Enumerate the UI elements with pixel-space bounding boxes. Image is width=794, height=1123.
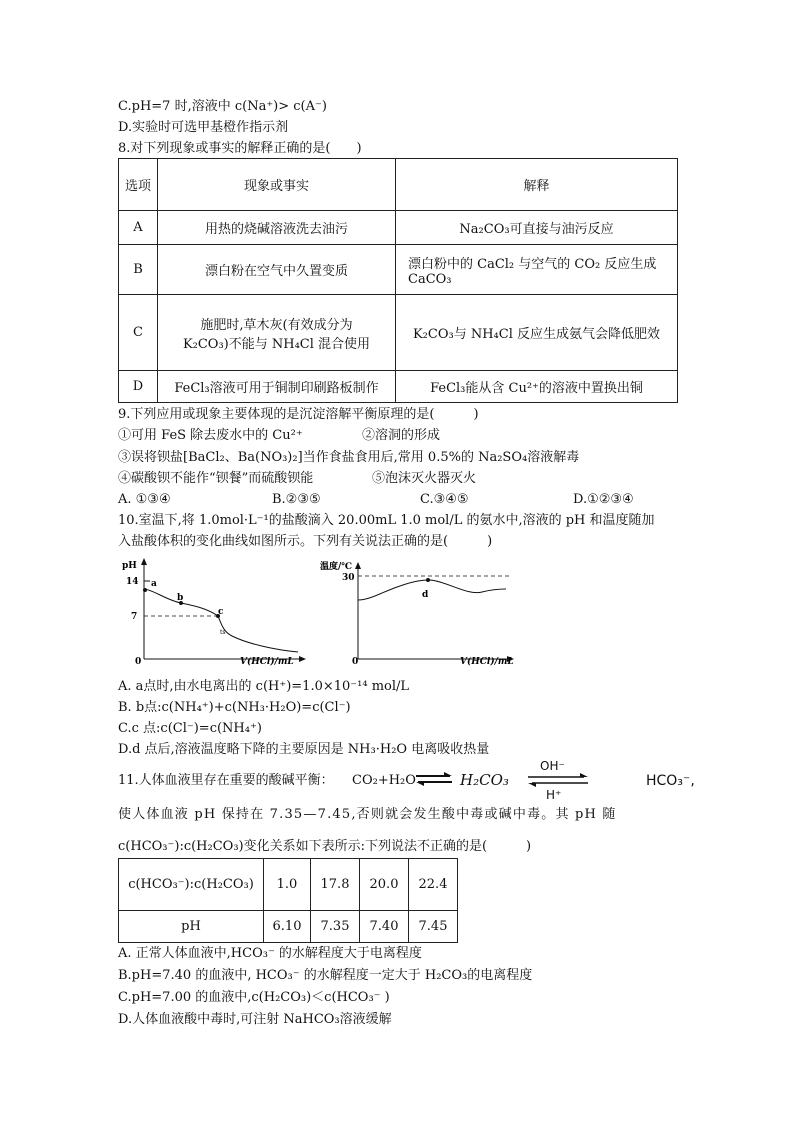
- ph-extra-label: ts: [220, 629, 226, 636]
- q8-table: [118, 158, 678, 403]
- q11-option-c: C.pH=7.00 的血液中,c(H₂CO₃)＜c(HCO₃⁻ ): [118, 990, 390, 1005]
- q11-stem-line3: c(HCO₃⁻):c(H₂CO₃)变化关系如下表所示:下列说法不正确的是( ): [118, 839, 532, 854]
- ph-curve: [144, 589, 298, 652]
- q8-stem: 8.对下列现象或事实的解释正确的是( ): [118, 141, 362, 156]
- q8-header-explain: 解释: [396, 159, 678, 211]
- ph-point-a-label: a: [151, 579, 157, 589]
- ph-x-label: V(HCl)/mL: [240, 657, 294, 667]
- ph-origin: 0: [135, 657, 142, 667]
- q11-row2-value: 6.10: [264, 911, 311, 943]
- q9-item-4: ④碳酸钡不能作“钡餐”而硫酸钡能: [118, 471, 314, 486]
- q8-row-option: A: [119, 211, 158, 245]
- q8-row-option: B: [119, 245, 158, 295]
- temp-tick-30: 30: [342, 573, 355, 583]
- q11-eq-bottom: H⁺: [546, 788, 562, 802]
- q11-row1-value: 17.8: [311, 859, 360, 911]
- q8-header-fact: 现象或事实: [158, 159, 396, 211]
- table-row: [119, 911, 458, 943]
- q9-stem: 9.下列应用或现象主要体现的是沉淀溶解平衡原理的是( ): [118, 407, 479, 422]
- temp-y-arrow: [355, 562, 361, 569]
- q11-eq-top: OH⁻: [540, 759, 565, 773]
- q11-row1-value: 20.0: [360, 859, 409, 911]
- table-row: [119, 295, 678, 371]
- q11-option-d: D.人体血液酸中毒时,可注射 NaHCO₃溶液缓解: [118, 1012, 392, 1027]
- temp-point-d: [426, 578, 430, 582]
- q11-row1-value: 22.4: [409, 859, 458, 911]
- ph-point-c-label: c: [218, 607, 224, 617]
- q9-item-1: ①可用 FeS 除去废水中的 Cu²⁺: [118, 428, 303, 443]
- q8-row-explain: K₂CO₃与 NH₄Cl 反应生成氨气会降低肥效: [396, 295, 678, 371]
- temp-origin: 0: [352, 657, 359, 667]
- ph-y-label: pH: [122, 561, 137, 571]
- q8-row-option: C: [119, 295, 158, 371]
- q10-stem-line2: 入盐酸体积的变化曲线如图所示。下列有关说法正确的是( ): [118, 534, 493, 549]
- q11-row2-label: pH: [119, 911, 264, 943]
- table-row: [119, 245, 678, 295]
- q10-option-b: B. b点:c(NH₄⁺)+c(NH₃·H₂O)=c(Cl⁻): [118, 700, 351, 715]
- q8-row-option: D: [119, 371, 158, 403]
- q11-eq-left: CO₂+H₂O: [352, 773, 416, 788]
- q11-stem-prefix: 11.人体血液里存在重要的酸碱平衡：: [118, 773, 334, 788]
- temp-y-label: 温度/℃: [320, 562, 353, 572]
- temp-curve: [358, 580, 506, 600]
- table-row: [119, 211, 678, 245]
- q8-row-explain: Na₂CO₃可直接与油污反应: [396, 211, 678, 245]
- equilibrium-arrow-icon: [526, 773, 590, 787]
- ph-tick-14: 14: [126, 577, 139, 587]
- ph-point-a: [143, 588, 147, 592]
- q11-eq-mid: H₂CO₃: [460, 771, 509, 789]
- temp-point-d-label: d: [422, 590, 429, 600]
- temp-x-label: V(HCl)/mL: [460, 657, 514, 667]
- table-row: [119, 371, 678, 403]
- q8-row-fact: FeCl₃溶液可用于铜制印刷路板制作: [158, 371, 396, 403]
- q9-option-a: A. ①③④: [118, 492, 171, 507]
- ph-tick-7: 7: [131, 612, 138, 622]
- q11-table: [118, 858, 458, 943]
- q7-option-d: D.实验时可选甲基橙作指示剂: [118, 120, 289, 135]
- q11-stem-line2: 使人体血液 pH 保持在 7.35—7.45,否则就会发生酸中毒或碱中毒。其 pH 随: [118, 807, 617, 822]
- q8-row-fact: 施肥时,草木灰(有效成分为 K₂CO₃)不能与 NH₄Cl 混合使用: [158, 295, 396, 371]
- q9-item-5: ⑤泡沫灭火器灭火: [372, 471, 477, 486]
- q11-eq-right: HCO₃⁻,: [646, 773, 695, 789]
- q9-option-d: D.①②③④: [573, 492, 634, 507]
- q10-option-d: D.d 点后,溶液温度略下降的主要原因是 NH₃·H₂O 电离吸收热量: [118, 742, 490, 757]
- q11-row2-value: 7.40: [360, 911, 409, 943]
- q11-row2-value: 7.45: [409, 911, 458, 943]
- q8-row-fact: 漂白粉在空气中久置变质: [158, 245, 396, 295]
- q8-header-option: 选项: [119, 159, 158, 211]
- q7-option-c: C.pH=7 时,溶液中 c(Na⁺)> c(A⁻): [118, 99, 327, 114]
- q11-row2-value: 7.35: [311, 911, 360, 943]
- q11-row1-label: c(HCO₃⁻):c(H₂CO₃): [119, 859, 264, 911]
- q11-row1-value: 1.0: [264, 859, 311, 911]
- q10-option-a: A. a点时,由水电离出的 c(H⁺)=1.0×10⁻¹⁴ mol/L: [118, 679, 410, 694]
- ph-titration-chart: [118, 556, 308, 668]
- q11-option-b: B.pH=7.40 的血液中, HCO₃⁻ 的水解程度一定大于 H₂CO₃的电离程度: [118, 968, 533, 983]
- ph-y-arrow: [141, 558, 147, 565]
- q9-item-3: ③误将钡盐[BaCl₂、Ba(NO₃)₂]当作食盐食用后,常用 0.5%的 Na₂SO₄溶液解毒: [118, 450, 580, 465]
- table-row: [119, 859, 458, 911]
- q8-row-fact: 用热的烧碱溶液洗去油污: [158, 211, 396, 245]
- q10-option-c: C.c 点:c(Cl⁻)=c(NH₄⁺): [118, 721, 262, 736]
- temperature-chart: [318, 556, 518, 668]
- q8-row-explain: FeCl₃能从含 Cu²⁺的溶液中置换出铜: [396, 371, 678, 403]
- equilibrium-arrow-icon: [414, 770, 454, 788]
- q9-item-2: ②溶洞的形成: [362, 428, 441, 443]
- q8-row-explain: 漂白粉中的 CaCl₂ 与空气的 CO₂ 反应生成 CaCO₃: [396, 245, 678, 295]
- q9-option-b: B.②③⑤: [272, 492, 321, 507]
- ph-x-arrow: [299, 656, 306, 662]
- q10-stem-line1: 10.室温下,将 1.0mol·L⁻¹的盐酸滴入 20.00mL 1.0 mol/L 的氨水中,溶液的 pH 和温度随加: [118, 513, 655, 528]
- ph-point-b-label: b: [177, 593, 184, 603]
- q9-option-c: C.③④⑤: [420, 492, 469, 507]
- q11-option-a: A. 正常人体血液中,HCO₃⁻ 的水解程度大于电离程度: [118, 946, 422, 961]
